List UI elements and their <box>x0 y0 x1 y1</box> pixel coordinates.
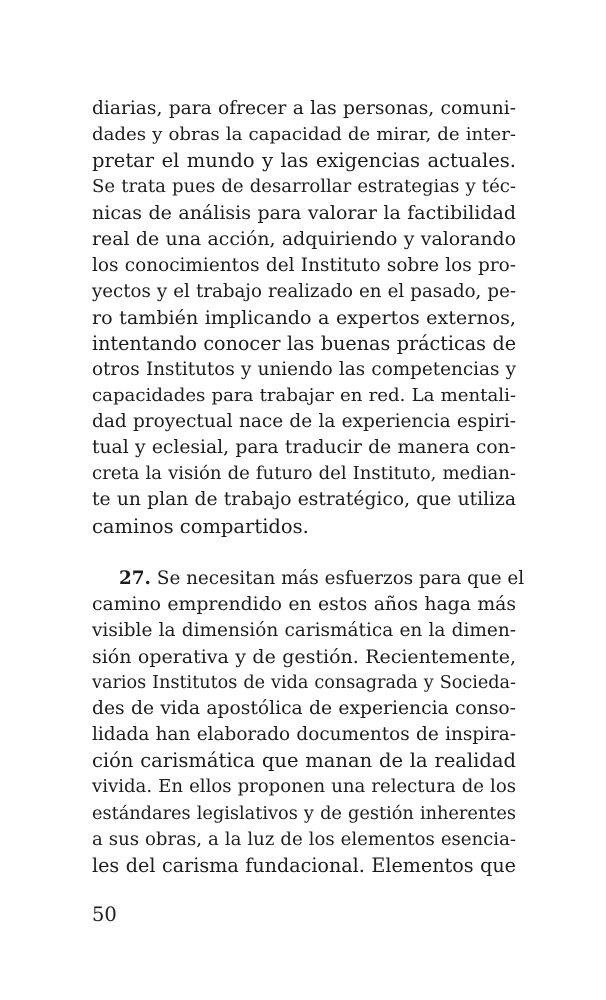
text-line: des de vida apostólica de experiencia conso- <box>92 698 516 720</box>
text-line: lidada han elaborado documentos de inspira- <box>92 724 516 746</box>
paragraph-1 <box>92 96 516 540</box>
paragraph-number: 27. <box>119 567 151 589</box>
paragraph-spacer <box>92 540 516 566</box>
text-line: sión operativa y de gestión. Recientemente, <box>92 645 516 668</box>
text-line: capacidades para trabajar en red. La mentali- <box>92 385 516 407</box>
page-body <box>92 96 525 879</box>
text-line: ro también implicando a expertos externos, <box>92 305 516 329</box>
text-line: dades y obras la capacidad de mirar, de inter- <box>92 124 516 146</box>
text-line: varios Institutos de vida consagrada y Socieda- <box>92 673 516 694</box>
text-line: caminos compartidos. <box>92 514 309 538</box>
text-line: creta la visión de futuro del Instituto, median- <box>92 463 516 485</box>
text-line: real de una acción, adquiriendo y valorando <box>92 228 516 251</box>
text-line: ción carismática que manan de la realidad <box>92 749 516 773</box>
text-line: estándares legislativos y de gestión inherentes <box>92 803 516 824</box>
page-number: 50 <box>92 903 117 926</box>
text-line: visible la dimensión carismática en la dimen- <box>92 619 516 641</box>
text-line: otros Institutos y uniendo las competencias y <box>92 358 516 380</box>
text-line: les del carisma fundacional. Elementos que <box>92 853 516 877</box>
text-line: te un plan de trabajo estratégico, que utiliza <box>92 489 516 511</box>
text-line: pretar el mundo y las exigencias actuales. <box>92 149 516 173</box>
text-line-first-content: Se necesitan más esfuerzos para que el <box>156 567 525 589</box>
text-line: intentando conocer las buenas prácticas de <box>92 331 516 355</box>
text-line: tual y eclesial, para traducir de manera con- <box>92 437 516 459</box>
text-line: los conocimientos del Instituto sobre los pro- <box>92 254 516 276</box>
text-line-first <box>92 566 525 592</box>
text-line: yectos y el trabajo realizado en el pasado, pe- <box>92 280 516 302</box>
text-line: dad proyectual nace de la experiencia espiri- <box>92 411 516 433</box>
paragraph-2 <box>92 566 525 879</box>
text-line: vivida. En ellos proponen una relectura de los <box>92 776 516 798</box>
text-line: Se trata pues de desarrollar estrategias y téc- <box>92 176 516 198</box>
text-line: diarias, para ofrecer a las personas, comuni- <box>92 98 516 119</box>
text-line: a sus obras, a la luz de los elementos esencia- <box>92 828 516 850</box>
text-line: camino emprendido en estos años haga más <box>92 593 516 615</box>
text-line: nicas de análisis para valorar la factibilidad <box>92 202 516 225</box>
